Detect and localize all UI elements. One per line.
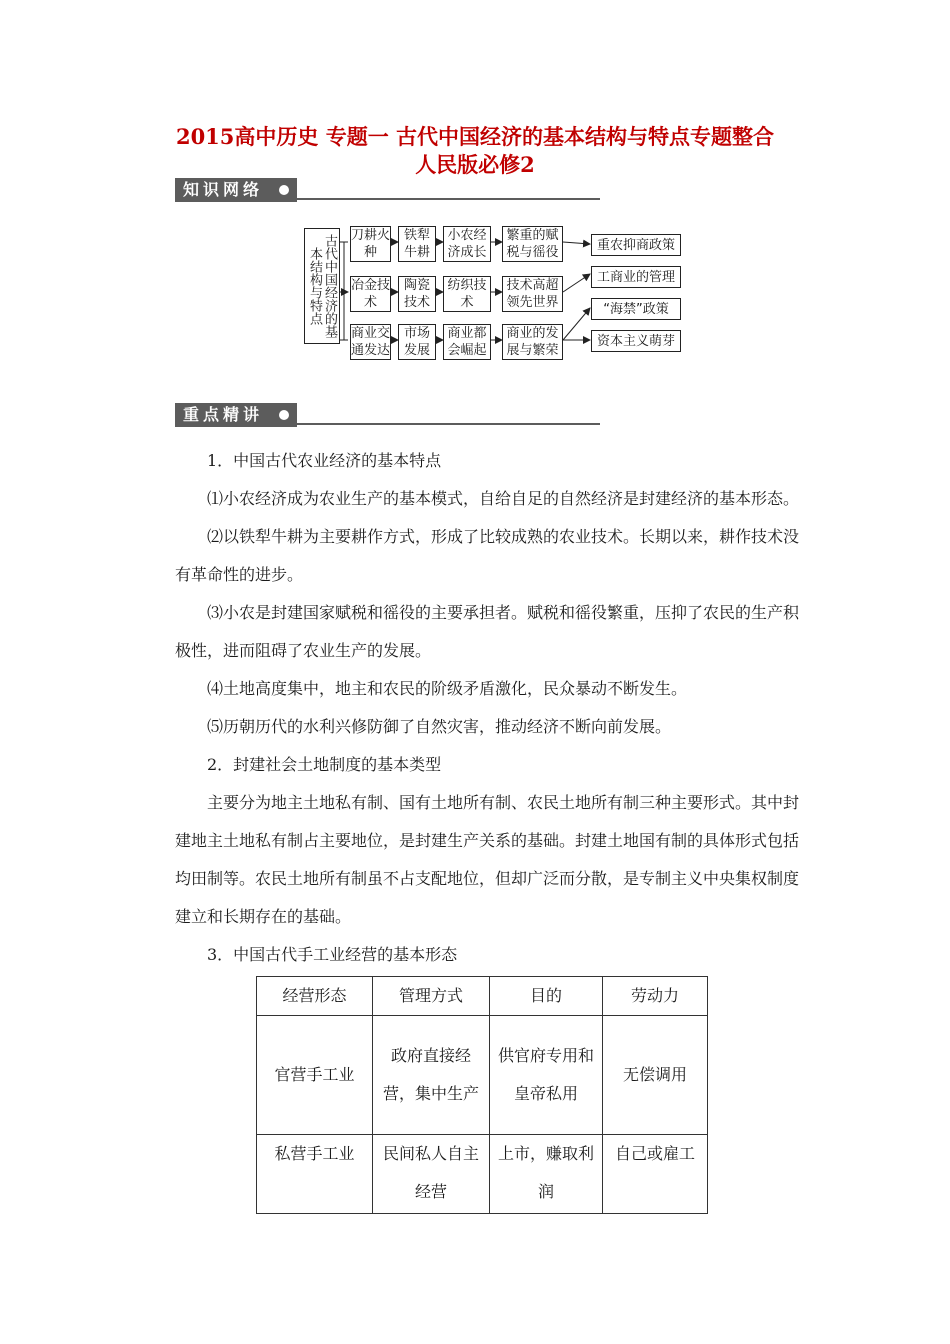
banner-rule: [297, 423, 600, 425]
table-cell: 私营手工业: [257, 1135, 373, 1214]
diagram-row1-node-4: 繁重的赋税与徭役: [502, 226, 563, 262]
diagram-row2-node-4: 技术高超领先世界: [502, 276, 563, 312]
section-2-paragraph: 主要分为地主土地私有制、国有土地所有制、农民土地所有制三种主要形式。其中封建地主土地私有制占主要地位，是封建生产关系的基础。封建土地国有制的具体形式包括均田制等。农民土地所有制虽不占支配地位，但却广泛而分散，是专制主义中央集权制度建立和长期存在的基础。: [175, 793, 800, 926]
section-1-point-5: ⑸历朝历代的水利兴修防御了自然灾害，推动经济不断向前发展。: [207, 717, 672, 736]
section-1-point-1: ⑴小农经济成为农业生产的基本模式，自给自足的自然经济是封建经济的基本形态。: [207, 489, 800, 508]
section-banner-key-points: [175, 403, 600, 427]
bullet-dot-icon: [279, 410, 289, 420]
table-header-cell: 劳动力: [603, 977, 708, 1016]
diagram-right-node-3: “海禁”政策: [591, 298, 681, 320]
diagram-row1-node-2: 铁犁牛耕: [398, 226, 436, 262]
banner-label: 知识网络: [175, 178, 297, 202]
diagram-row1-node-3: 小农经济成长: [443, 226, 491, 262]
diagram-right-node-4: 资本主义萌芽: [591, 330, 681, 352]
banner-label: 重点精讲: [175, 403, 297, 427]
handicraft-table: [256, 976, 708, 1214]
section-1-point-2: ⑵以铁犁牛耕为主要耕作方式，形成了比较成熟的农业技术。长期以来，耕作技术没有革命性的进步。: [175, 527, 800, 584]
diagram-row1-node-1: 刀耕火种: [351, 228, 391, 260]
table-cell: 无偿调用: [603, 1016, 708, 1135]
table-cell: 自己或雇工: [603, 1135, 708, 1214]
table-cell: 政府直接经营，集中生产: [373, 1016, 490, 1135]
diagram-row3-node-2: 市场发展: [398, 324, 436, 360]
section-1-point-3: ⑶小农是封建国家赋税和徭役的主要承担者。赋税和徭役繁重，压抑了农民的生产积极性，进而阻碍了农业生产的发展。: [175, 603, 800, 660]
section-1-heading: 1．中国古代农业经济的基本特点: [207, 451, 442, 470]
diagram-row2-node-2: 陶瓷技术: [398, 276, 436, 312]
diagram-row3-node-4: 商业的发展与繁荣: [502, 324, 563, 360]
section-2-heading: 2．封建社会土地制度的基本类型: [207, 755, 442, 774]
table-row: [257, 1135, 708, 1214]
body-text: [175, 442, 807, 974]
page-title-line1: 2015高中历史 专题一 古代中国经济的基本结构与特点专题整合: [175, 124, 775, 149]
diagram-row2-node-1: 冶金技术: [351, 278, 391, 310]
table-header-cell: 目的: [490, 977, 603, 1016]
table-header-cell: 经营形态: [257, 977, 373, 1016]
table-header-row: [257, 977, 708, 1016]
bullet-dot-icon: [279, 185, 289, 195]
table-cell: 供官府专用和皇帝私用: [490, 1016, 603, 1135]
section-3-heading: 3．中国古代手工业经营的基本形态: [207, 945, 458, 964]
page-title-line2: 人民版必修2: [415, 152, 535, 177]
table-cell: 官营手工业: [257, 1016, 373, 1135]
banner-rule: [297, 198, 600, 200]
diagram-root-box: 古代中国经济的基本结构与特点: [304, 228, 340, 344]
diagram-row3-node-3: 商业都会崛起: [443, 324, 491, 360]
table-header-cell: 管理方式: [373, 977, 490, 1016]
diagram-row3-node-1: 商业交通发达: [351, 326, 391, 358]
diagram-right-node-2: 工商业的管理: [591, 266, 681, 288]
table-cell: 民间私人自主经营: [373, 1135, 490, 1214]
section-1-point-4: ⑷土地高度集中，地主和农民的阶级矛盾激化，民众暴动不断发生。: [207, 679, 688, 698]
table-cell: 上市，赚取利润: [490, 1135, 603, 1214]
diagram-row2-node-3: 纺织技术: [443, 276, 491, 312]
table-row: [257, 1016, 708, 1135]
section-banner-knowledge-network: [175, 178, 600, 202]
diagram-right-node-1: 重农抑商政策: [591, 234, 681, 256]
